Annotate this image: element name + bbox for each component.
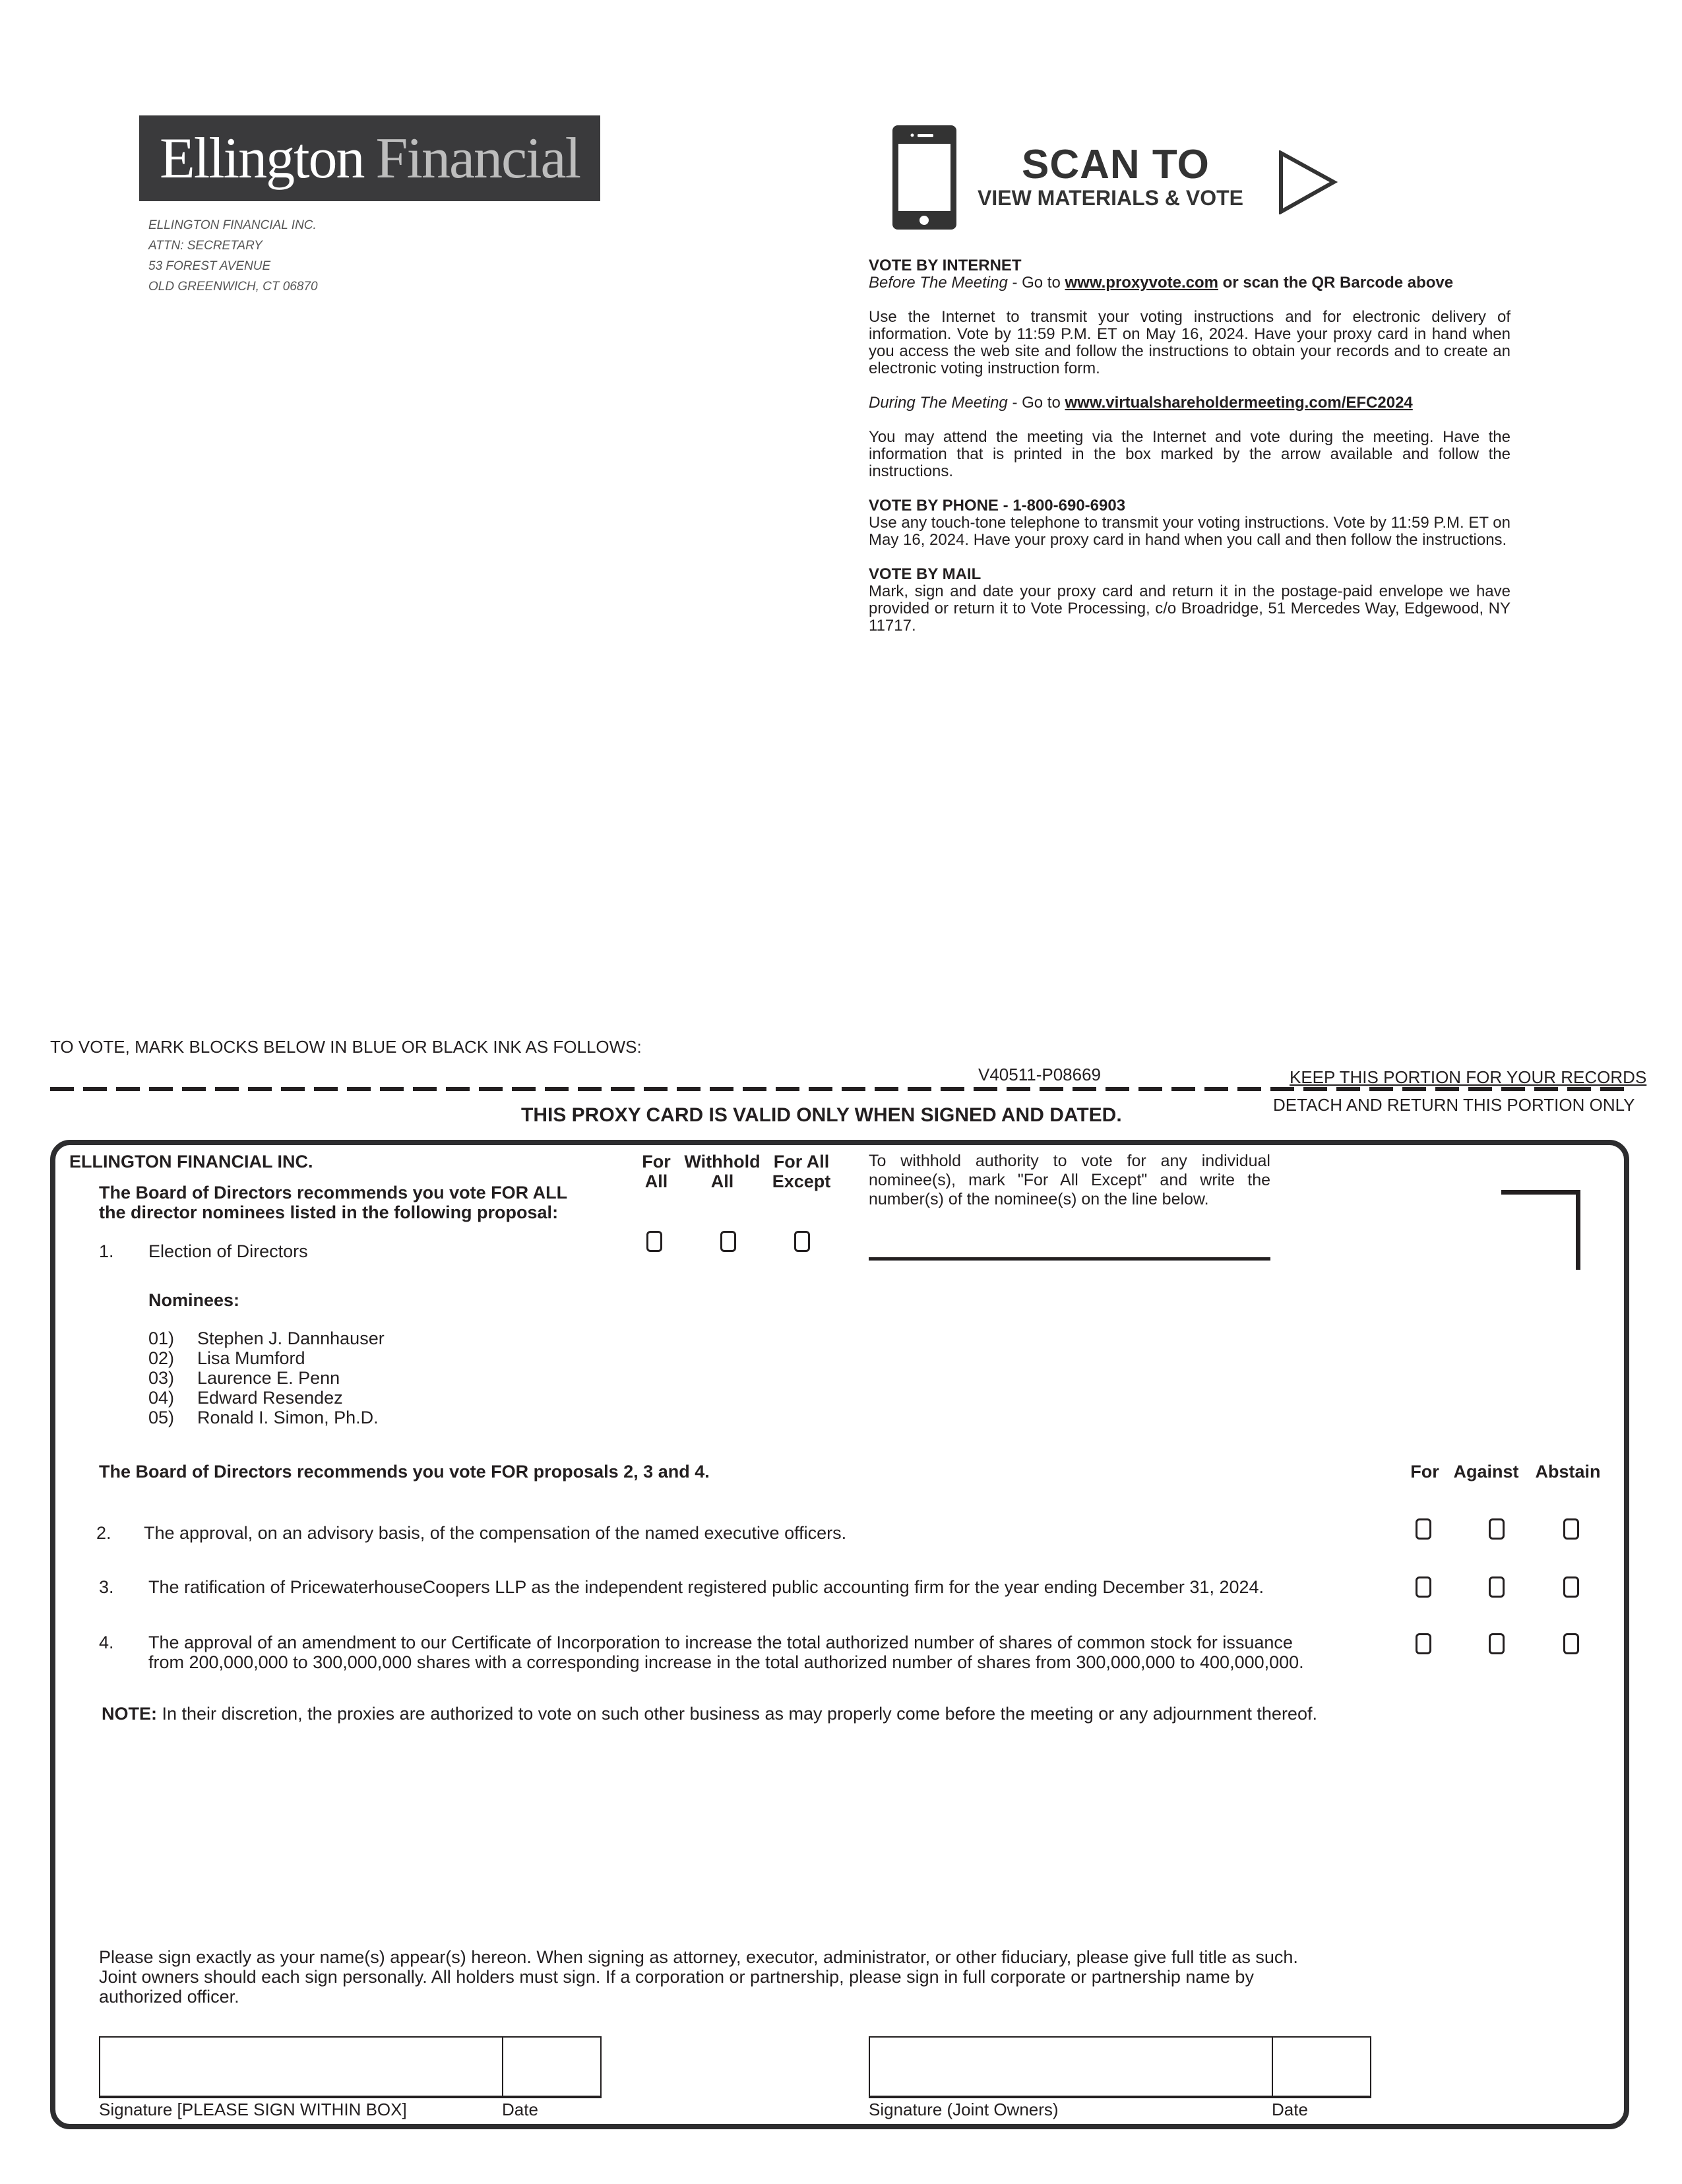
address-line: ELLINGTON FINANCIAL INC. (148, 218, 317, 232)
checkbox-p3-for[interactable] (1416, 1576, 1431, 1598)
ink-instructions: TO VOTE, MARK BLOCKS BELOW IN BLUE OR BLACK INK AS FOLLOWS: (50, 1037, 642, 1057)
col-withhold-all: Withhold All (684, 1152, 761, 1191)
nominee: 05) Ronald I. Simon, Ph.D. (148, 1408, 379, 1427)
qr-note: or scan the QR Barcode above (1218, 274, 1454, 292)
proposal-4-text: The approval of an amendment to our Certificate of Incorporation to increase the total authorized number of shares of common stock for issuance from 200,000,000 to 300,000,000 shares with a corresponding increase in the total authorized number of shares from 300,000,000 to 400,000,000. (148, 1633, 1304, 1672)
date-label: Date (502, 2100, 538, 2119)
note: NOTE: In their discretion, the proxies are authorized to vote on such other business as may properly come before the meeting or any adjournment thereof. (102, 1704, 1317, 1724)
scan-subheading: VIEW MATERIALS & VOTE (978, 186, 1243, 210)
item-number: 1. (99, 1241, 114, 1261)
joint-date-box[interactable] (1272, 2036, 1371, 2098)
detach-dashed-line (50, 1087, 1629, 1091)
arrow-right-icon (1278, 150, 1338, 214)
signature-box[interactable] (99, 2036, 503, 2098)
during-body: You may attend the meeting via the Internet and vote during the meeting. Have the information that is printed in the box marked by the arrow available and follow the instructions. (869, 428, 1511, 480)
company-name: ELLINGTON FINANCIAL INC. (69, 1152, 313, 1171)
vote-phone-title: VOTE BY PHONE - 1-800-690-6903 (869, 497, 1126, 515)
logo-word1: Ellington (159, 126, 364, 191)
proposal-number: 3. (99, 1577, 114, 1597)
checkbox-for-all-except[interactable] (794, 1231, 810, 1252)
withhold-instructions: To withhold authority to vote for any individual nominee(s), mark "For All Except" and write the number(s) of the nominee(s) on the line below. (869, 1152, 1270, 1208)
address-line: ATTN: SECRETARY (148, 239, 263, 253)
checkbox-for-all[interactable] (646, 1231, 662, 1252)
checkbox-p3-against[interactable] (1489, 1576, 1505, 1598)
internet-body: Use the Internet to transmit your voting instructions and for electronic delivery of information. Vote by 11:59 P.M. ET on May 16, 2024. Have your proxy card in hand when you access the web site and follow the instructions to obtain your records and to create an electronic voting instruction form. (869, 308, 1511, 377)
col-abstain: Abstain (1535, 1462, 1601, 1482)
proposal-number: 4. (99, 1633, 114, 1652)
nominee: 03) Laurence E. Penn (148, 1368, 340, 1388)
corner-mark (1501, 1190, 1580, 1270)
col-for: For (1410, 1462, 1439, 1482)
joint-signature-label: Signature (Joint Owners) (869, 2100, 1059, 2119)
nominee: 01) Stephen J. Dannhauser (148, 1328, 385, 1348)
checkbox-p2-against[interactable] (1489, 1518, 1505, 1540)
col-for-all: For All (642, 1152, 671, 1191)
proposal-2-text: The approval, on an advisory basis, of the compensation of the named executive officers. (144, 1523, 847, 1543)
signature-label: Signature [PLEASE SIGN WITHIN BOX] (99, 2100, 407, 2119)
keep-portion-label: KEEP THIS PORTION FOR YOUR RECORDS (1290, 1067, 1647, 1087)
mail-body: Mark, sign and date your proxy card and return it in the postage-paid envelope we have provided or return it to Vote Processing, c/o Broadridge, 51 Mercedes Way, Edgewood, NY 11717. (869, 582, 1511, 635)
valid-notice: THIS PROXY CARD IS VALID ONLY WHEN SIGNED AND DATED. (521, 1104, 1122, 1126)
virtual-meeting-link[interactable]: www.virtualshareholdermeeting.com/EFC2024 (1065, 394, 1413, 412)
nominee-list (148, 1328, 385, 1427)
except-nominee-line[interactable] (869, 1257, 1270, 1261)
ellington-logo (139, 115, 600, 201)
detach-portion-label: DETACH AND RETURN THIS PORTION ONLY (1273, 1095, 1635, 1115)
before-meeting-label: Before The Meeting (869, 274, 1008, 292)
checkbox-p3-abstain[interactable] (1563, 1576, 1579, 1598)
proxyvote-link[interactable]: www.proxyvote.com (1065, 274, 1218, 292)
election-of-directors: Election of Directors (148, 1241, 308, 1261)
control-code: V40511-P08669 (978, 1065, 1102, 1084)
scan-to-heading: SCAN TO (1022, 142, 1210, 187)
nominees-label: Nominees: (148, 1290, 240, 1310)
logo-word2: Financial (375, 126, 580, 191)
checkbox-p4-for[interactable] (1416, 1633, 1431, 1654)
checkbox-p2-for[interactable] (1416, 1518, 1431, 1540)
address-line: OLD GREENWICH, CT 06870 (148, 280, 318, 294)
proposal-number: 2. (96, 1523, 111, 1543)
col-against: Against (1453, 1462, 1519, 1482)
address-line: 53 FOREST AVENUE (148, 259, 271, 273)
during-meeting-label: During The Meeting (869, 394, 1008, 412)
joint-date-label: Date (1272, 2100, 1308, 2119)
checkbox-p4-against[interactable] (1489, 1633, 1505, 1654)
smartphone-icon (892, 125, 956, 230)
checkbox-p2-abstain[interactable] (1563, 1518, 1579, 1540)
col-for-all-except: For All Except (772, 1152, 831, 1191)
checkbox-withhold-all[interactable] (720, 1231, 736, 1252)
proposal-3-text: The ratification of PricewaterhouseCoopers LLP as the independent registered public accounting firm for the year ending December 31, 2024. (148, 1577, 1264, 1597)
vote-internet-title: VOTE BY INTERNET (869, 257, 1022, 274)
recommendation-2: The Board of Directors recommends you vote FOR proposals 2, 3 and 4. (99, 1462, 710, 1482)
go-to: - Go to (1007, 274, 1065, 292)
nominee: 04) Edward Resendez (148, 1388, 343, 1408)
date-box[interactable] (502, 2036, 602, 2098)
go-to: - Go to (1007, 394, 1065, 412)
phone-body: Use any touch-tone telephone to transmit your voting instructions. Vote by 11:59 P.M. ET on May 16, 2024. Have your proxy card in hand when you call and then follow the instructions. (869, 514, 1511, 549)
checkbox-p4-abstain[interactable] (1563, 1633, 1579, 1654)
vote-mail-title: VOTE BY MAIL (869, 565, 981, 583)
recommendation-1-cont: the director nominees listed in the following proposal: (99, 1202, 559, 1222)
signing-instructions: Please sign exactly as your name(s) appear(s) hereon. When signing as attorney, executor, administrator, or other fiduciary, please give full title as such. Joint owners should each sign personally. All holders must sign. If a corporation or partnership, please sign in full corporate or partnership name by authorized officer. (99, 1947, 1298, 2007)
nominee: 02) Lisa Mumford (148, 1348, 305, 1368)
joint-signature-box[interactable] (869, 2036, 1273, 2098)
recommendation-1: The Board of Directors recommends you vote FOR ALL (99, 1183, 568, 1202)
